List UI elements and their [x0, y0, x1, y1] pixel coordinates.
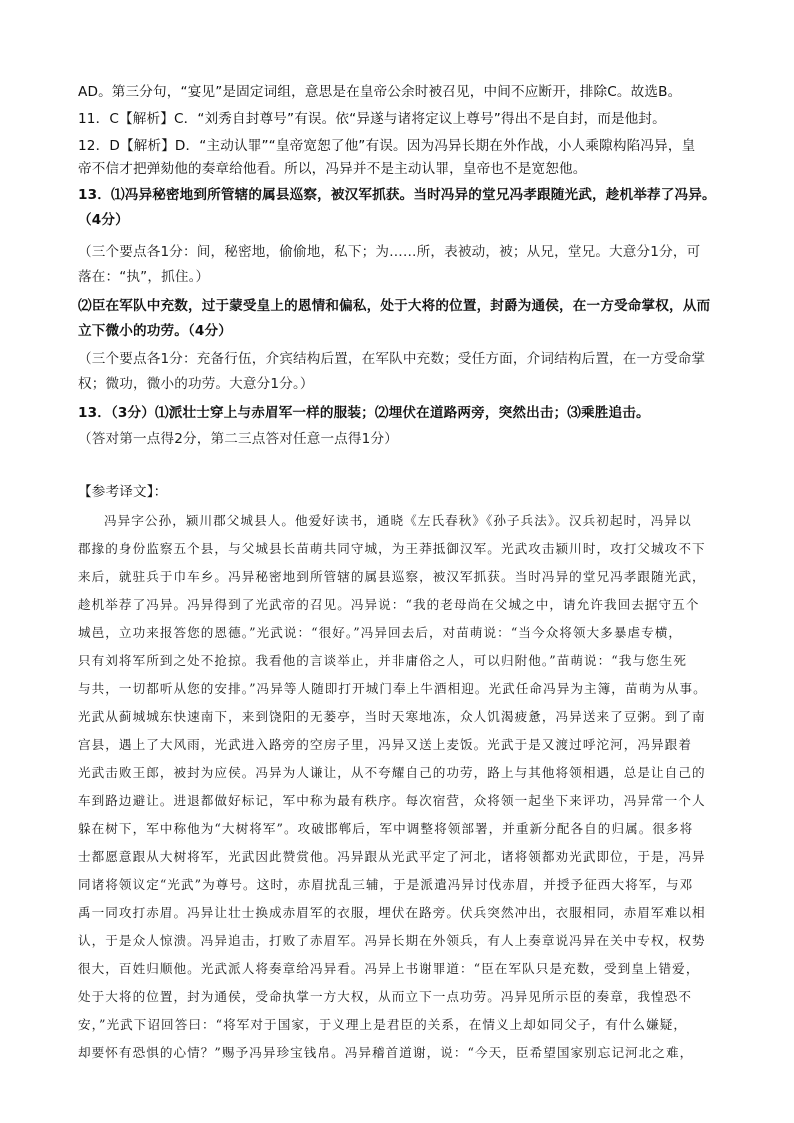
translation-line: 车到路边避让。进退都做好标记，军中称为最有秩序。每次宿营，众将领一起坐下来评功，冯异常一个人: [78, 793, 706, 808]
translation-line: 士都愿意跟从大树将军，光武因此赞赏他。冯异跟从光武平定了河北，诸将领都劝光武即位，于是，冯异: [78, 849, 706, 864]
translation-line: 宫县，遇上了大风雨，光武进入路旁的空房子里，冯异又送上麦饭。光武于是又渡过呼沱河，冯异跟着: [78, 737, 692, 752]
translation-line: 与共，一切都听从您的安排。”冯异等人随即打开城门奉上牛酒相迎。光武任命冯异为主簿，苗萌为从事。: [78, 681, 707, 696]
translation-line: 躲在树下，军中称他为“大树将军”。攻破邯郸后，军中调整将领部署，并重新分配各自的归属。很多将: [78, 821, 694, 836]
translation-line: 禹一同攻打赤眉。冯异让壮士换成赤眉军的衣服，埋伏在路旁。伏兵突然冲出，衣服相同，赤眉军难以相: [78, 905, 706, 920]
translation-line: 很大，百姓归顺他。光武派人将奏章给冯异看。冯异上书谢罪道：“臣在军队只是充数，受到皇上错爱，: [78, 961, 700, 976]
translation-line: 光武从蓟城城东快速南下，来到饶阳的无蒌亭，当时天寒地冻，众人饥渴疲惫，冯异送来了豆粥。到了南: [78, 709, 706, 724]
answer-line: 13．（3分）⑴派壮士穿上与赤眉军一样的服装；⑵埋伏在道路两旁，突然出击；⑶乘胜追击。: [78, 405, 650, 421]
translation-line: 安，”光武下诏回答曰：“将军对于国家，于义理上是君臣的关系，在情义上却如同父子，有什么嫌疑，: [78, 1017, 688, 1032]
scoring-note: （三个要点各1分：间，秘密地，偷偷地，私下；为……所，表被动，被；从兄，堂兄。大意分1分，可: [78, 244, 701, 260]
answer-line: 12．D【解析】D．“主动认罪”“皇帝宽恕了他”有误。因为冯异长期在外作战，小人乘隙构陷冯异，皇: [78, 138, 696, 154]
translation-heading: 【参考译文】：: [78, 484, 168, 500]
answer-line: （4分）: [78, 212, 129, 228]
scoring-note: （答对第一点得2分，第二三点答对任意一点得1分）: [78, 431, 398, 447]
translation-line: 趁机举荐了冯异。冯异得到了光武帝的召见。冯异说：“我的老母尚在父城之中，请允许我回去据守五个: [78, 597, 700, 612]
scoring-note: 落在：“执”，抓住。）: [78, 269, 210, 285]
answer-line: 帝不信才把弹劾他的奏章给他看。所以，冯异并不是主动认罪，皇帝也不是宽恕他。: [78, 161, 587, 177]
scoring-note: 权；微功，微小的功劳。大意分1分。）: [78, 376, 314, 392]
translation-line: 光武击败王郎，被封为应侯。冯异为人谦让，从不夸耀自己的功劳，路上与其他将领相遇，总是让自己的: [78, 765, 706, 780]
translation-line: 处于大将的位置，封为通侯，受命执掌一方大权，从而立下一点功劳。冯异见所示臣的奏章，我惶恐不: [78, 989, 692, 1004]
scoring-note: （三个要点各1分：充备行伍，介宾结构后置，在军队中充数；受任方面，介词结构后置，在一方受命掌: [78, 351, 706, 367]
translation-line: 同诸将领议定“光武”为尊号。这时，赤眉扰乱三辅，于是派遣冯异讨伐赤眉，并授予征西大将军，与邓: [78, 877, 694, 892]
translation-line: 城邑，立功来报答您的恩德。”光武说：“很好。”冯异回去后，对苗萌说：“当今众将领大多暴虐专横，: [78, 625, 683, 640]
translation-line: 却要怀有恐惧的心情？”赐予冯异珍宝钱帛。冯异稽首道谢，说：“今天，臣希望国家别忘记河北之难，: [78, 1045, 694, 1060]
translation-line: 郡掾的身份监察五个县，与父城县长苗萌共同守城，为王莽抵御汉军。光武攻击颍川时，攻打父城攻不下: [78, 541, 706, 556]
answer-line: AD。第三分句，“宴见”是固定词组，意思是在皇帝公余时被召见，中间不应断开，排除C。故选B。: [78, 84, 682, 100]
answer-line: ⑵臣在军队中充数，过于蒙受皇上的恩情和偏私，处于大将的位置，封爵为通侯，在一方受命掌权，从而: [78, 298, 711, 314]
translation-line: 冯异字公孙，颍川郡父城县人。他爱好读书，通晓《左氏春秋》《孙子兵法》。汉兵初起时，冯异以: [104, 513, 692, 528]
translation-line: 只有刘将军所到之处不抢掠。我看他的言谈举止，并非庸俗之人，可以归附他。”苗萌说：“我与您生死: [78, 653, 688, 668]
answer-line: 立下微小的功劳。（4分）: [78, 323, 232, 339]
answer-line: 11．C【解析】C．“刘秀自封尊号”有误。依“异遂与诸将定议上尊号”得出不是自封，而是他封。: [78, 111, 666, 127]
translation-line: 来后，就驻兵于巾车乡。冯异秘密地到所管辖的属县巡察，被汉军抓获。当时冯异的堂兄冯孝跟随光武，: [78, 569, 706, 584]
answer-line: 13．⑴冯异秘密地到所管辖的属县巡察，被汉军抓获。当时冯异的堂兄冯孝跟随光武，趁机举荐了冯异。: [78, 187, 716, 203]
translation-line: 认，于是众人惊溃。冯异追击，打败了赤眉军。冯异长期在外领兵，有人上奏章说冯异在关中专权，权势: [78, 933, 706, 948]
